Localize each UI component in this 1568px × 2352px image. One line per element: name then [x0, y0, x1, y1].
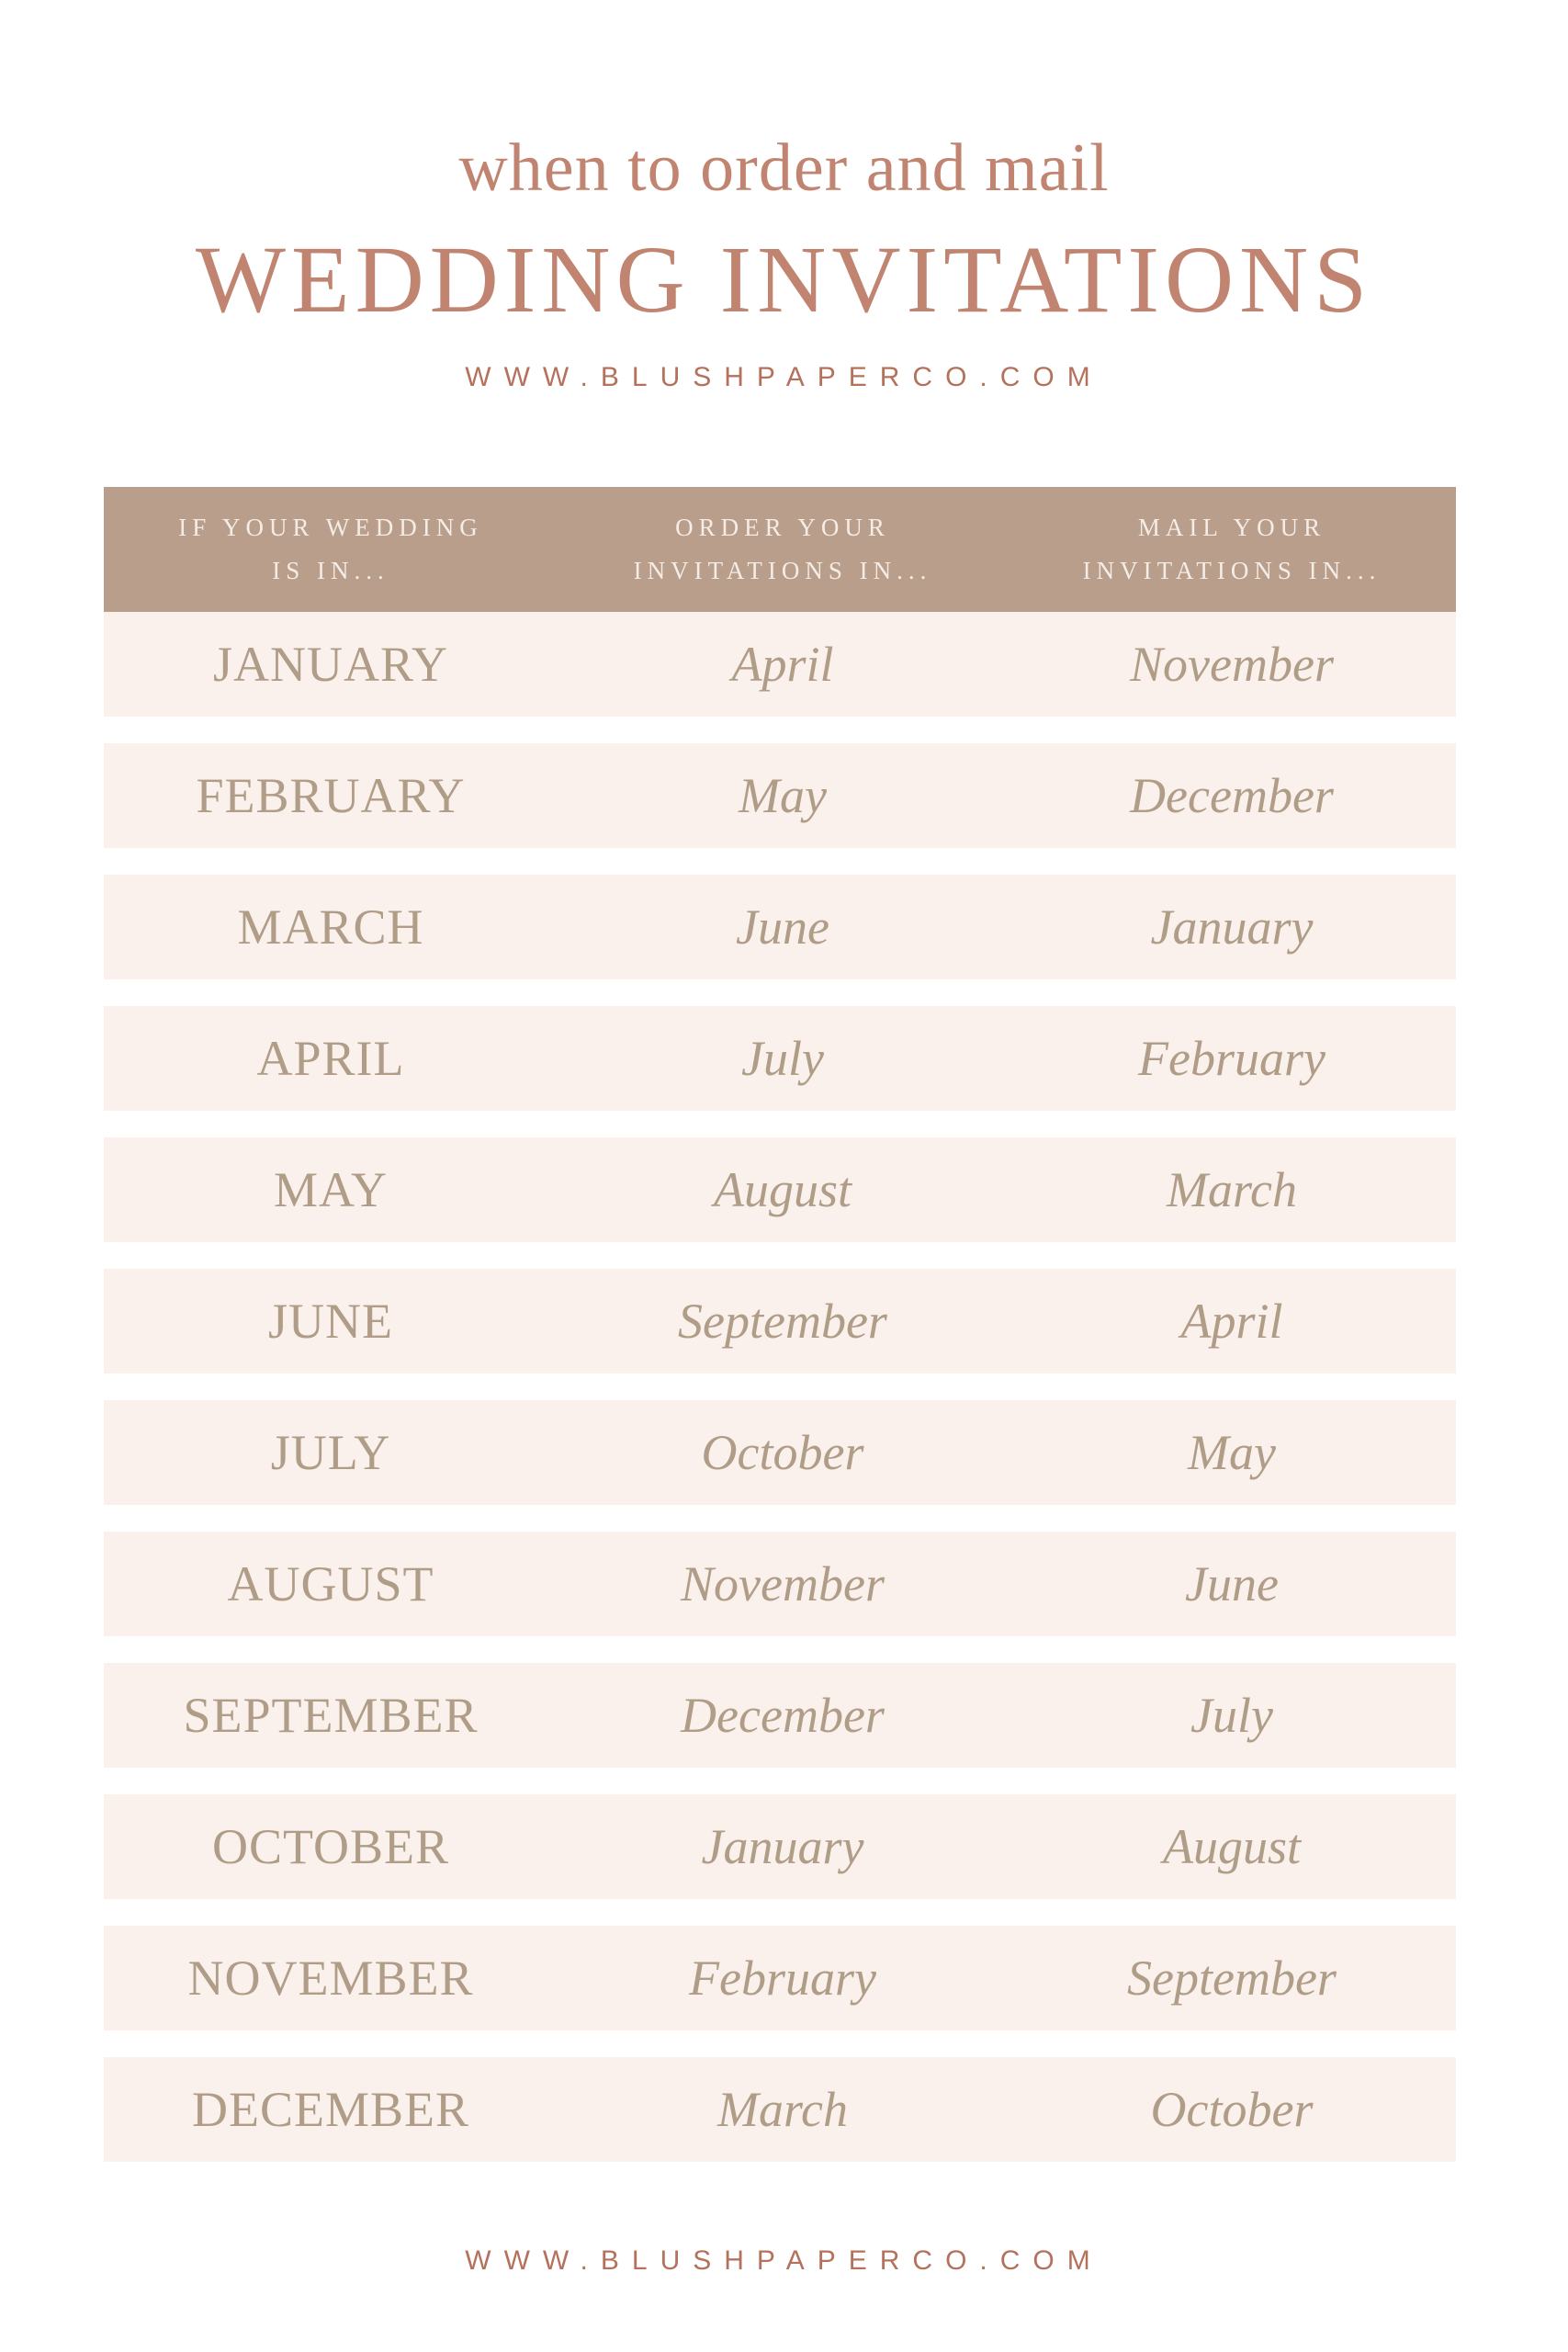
table-row — [104, 2057, 1456, 2162]
column-header-mail-month: MAIL YOUR INVITATIONS IN... — [1082, 514, 1382, 584]
order-month-cell: January — [701, 1819, 864, 1874]
order-month-cell: November — [681, 1556, 885, 1611]
wedding-month-cell: DECEMBER — [191, 2082, 470, 2137]
wedding-month-cell: AUGUST — [227, 1556, 434, 1611]
order-month-cell: February — [689, 1951, 876, 2006]
wedding-month-cell: NOVEMBER — [187, 1951, 474, 2006]
mail-month-cell: June — [1185, 1556, 1279, 1611]
table-row — [104, 1006, 1456, 1111]
mail-month-cell: July — [1190, 1688, 1273, 1743]
mail-month-cell: November — [1130, 637, 1334, 692]
column-header-order-month: ORDER YOUR INVITATIONS IN... — [633, 514, 932, 584]
table-row — [104, 1794, 1456, 1899]
wedding-month-cell: MARCH — [237, 899, 424, 955]
wedding-month-cell: OCTOBER — [211, 1819, 450, 1874]
order-month-cell: June — [736, 899, 829, 955]
mail-month-cell: April — [1180, 1294, 1283, 1349]
wedding-month-cell: MAY — [273, 1162, 389, 1217]
order-month-cell: August — [713, 1162, 852, 1217]
wedding-month-cell: FEBRUARY — [196, 768, 466, 823]
order-month-cell: April — [731, 637, 834, 692]
wedding-month-cell: JANUARY — [212, 637, 449, 692]
table-row — [104, 1926, 1456, 2030]
order-month-cell: July — [741, 1031, 824, 1086]
mail-month-cell: September — [1127, 1951, 1337, 2006]
page-subtitle: when to order and mail — [458, 130, 1110, 206]
mail-month-cell: February — [1138, 1031, 1325, 1086]
column-header-wedding-month: IF YOUR WEDDING IS IN... — [178, 514, 483, 584]
table-row — [104, 612, 1456, 717]
mail-month-cell: October — [1150, 2082, 1314, 2137]
mail-month-cell: August — [1162, 1819, 1301, 1874]
table-header — [104, 487, 1456, 612]
table-row — [104, 1663, 1456, 1768]
order-month-cell: September — [678, 1294, 887, 1349]
mail-month-cell: December — [1130, 768, 1334, 823]
table-row — [104, 743, 1456, 848]
wedding-month-cell: JULY — [270, 1425, 391, 1480]
table-row — [104, 1400, 1456, 1505]
order-month-cell: March — [717, 2082, 848, 2137]
table-row — [104, 1269, 1456, 1374]
wedding-month-cell: SEPTEMBER — [183, 1688, 479, 1743]
mail-month-cell: March — [1167, 1162, 1297, 1217]
mail-month-cell: May — [1188, 1425, 1276, 1480]
table-row — [104, 1137, 1456, 1242]
wedding-month-cell: JUNE — [268, 1294, 393, 1349]
mail-month-cell: January — [1150, 899, 1314, 955]
order-month-cell: October — [701, 1425, 864, 1480]
invitation-timeline-table — [104, 487, 1456, 2162]
table-row — [104, 875, 1456, 979]
table-row — [104, 1532, 1456, 1636]
website-link-bottom[interactable]: WWW.BLUSHPAPERCO.COM — [465, 2245, 1103, 2276]
wedding-month-cell: APRIL — [256, 1031, 405, 1086]
page-title: WEDDING INVITATIONS — [195, 227, 1373, 333]
order-month-cell: December — [681, 1688, 885, 1743]
order-month-cell: May — [739, 768, 827, 823]
table-body — [104, 612, 1456, 2162]
website-link-top[interactable]: WWW.BLUSHPAPERCO.COM — [465, 362, 1103, 392]
